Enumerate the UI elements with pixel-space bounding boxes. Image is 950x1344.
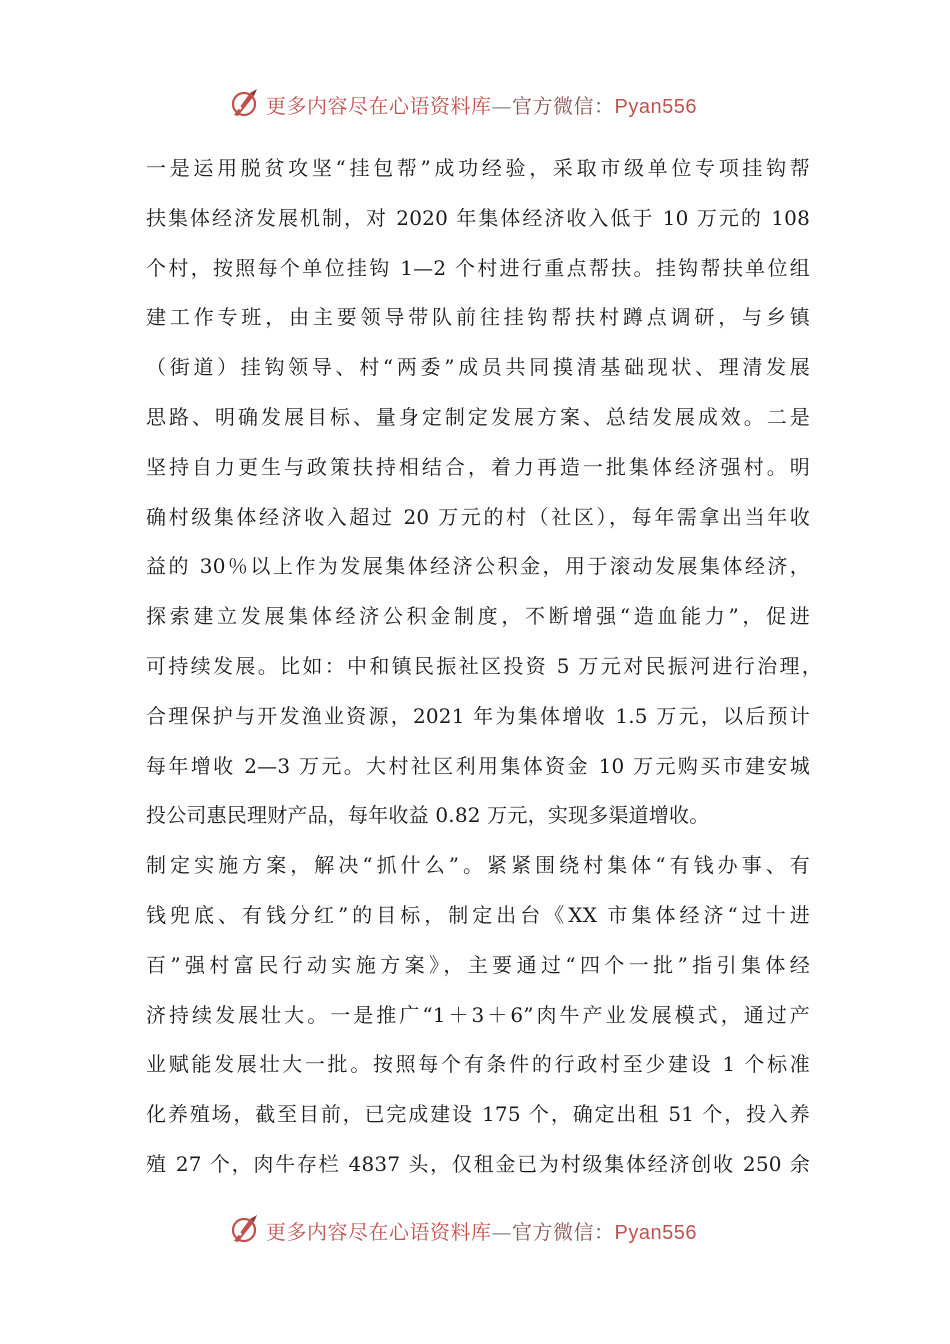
quill-pen-logo-icon [228, 1213, 260, 1245]
body-line: 每年增收 2—3 万元。大村社区利用集体资金 10 万元购买市建安城 [146, 753, 810, 778]
body-line: 思路、明确发展目标、量身定制定发展方案、总结发展成效。二是 [146, 404, 810, 429]
header-brand-text [266, 90, 697, 119]
body-line: 个村，按照每个单位挂钩 1—2 个村进行重点帮扶。挂钩帮扶单位组 [146, 255, 810, 280]
body-line: 投公司惠民理财产品，每年收益 0.82 万元，实现多渠道增收。 [146, 803, 710, 828]
body-line: 探索建立发展集体经济公积金制度，不断增强“造血能力”，促进 [146, 604, 810, 629]
body-line: 化养殖场，截至目前，已完成建设 175 个，确定出租 51 个，投入养 [146, 1102, 810, 1127]
footer-wechat-label: 官方微信： [512, 1220, 615, 1244]
body-line: 百”强村富民行动实施方案》，主要通过“四个一批”指引集体经 [146, 952, 810, 977]
body-line: 钱兜底、有钱分红”的目标，制定出台《XX 市集体经济“过十进 [146, 902, 810, 927]
quill-pen-logo-icon [228, 87, 260, 119]
footer-brand-text [266, 1216, 697, 1245]
body-line: 确村级集体经济收入超过 20 万元的村（社区），每年需拿出当年收 [146, 504, 810, 529]
header-brand: 更多内容尽在心语资料库 [266, 94, 492, 118]
body-line: 扶集体经济发展机制，对 2020 年集体经济收入低于 10 万元的 108 [146, 205, 810, 230]
body-line: 合理保护与开发渔业资源，2021 年为集体增收 1.5 万元，以后预计 [146, 703, 810, 728]
document-body [146, 144, 822, 1190]
body-line: 建工作专班，由主要领导带队前往挂钩帮扶村蹲点调研，与乡镇 [146, 305, 810, 330]
body-line: 业赋能发展壮大一批。按照每个有条件的行政村至少建设 1 个标准 [146, 1052, 810, 1077]
footer-wechat-id: Pyan556 [614, 1222, 697, 1244]
body-line: 济持续发展壮大。一是推广“1＋3＋6”肉牛产业发展模式，通过产 [146, 1002, 810, 1027]
footer-banner [0, 1210, 950, 1250]
body-line: 益的 30％以上作为发展集体经济公积金，用于滚动发展集体经济， [146, 554, 810, 579]
body-line: 可持续发展。比如：中和镇民振社区投资 5 万元对民振河进行治理， [146, 653, 822, 678]
body-line: 制定实施方案，解决“抓什么”。紧紧围绕村集体“有钱办事、有 [146, 853, 810, 878]
body-line: 殖 27 个，肉牛存栏 4837 头，仅租金已为村级集体经济创收 250 余 [146, 1151, 810, 1176]
header-wechat-id: Pyan556 [614, 96, 697, 118]
footer-dash: — [491, 1220, 512, 1244]
body-line: 坚持自力更生与政策扶持相结合，着力再造一批集体经济强村。明 [146, 454, 810, 479]
body-line: 一是运用脱贫攻坚“挂包帮”成功经验，采取市级单位专项挂钩帮 [146, 156, 810, 180]
header-wechat-label: 官方微信： [512, 94, 615, 118]
header-banner [0, 84, 950, 124]
header-dash: — [491, 94, 512, 118]
footer-brand: 更多内容尽在心语资料库 [266, 1220, 492, 1244]
body-line: （街道）挂钩领导、村“两委”成员共同摸清基础现状、理清发展 [146, 355, 810, 380]
